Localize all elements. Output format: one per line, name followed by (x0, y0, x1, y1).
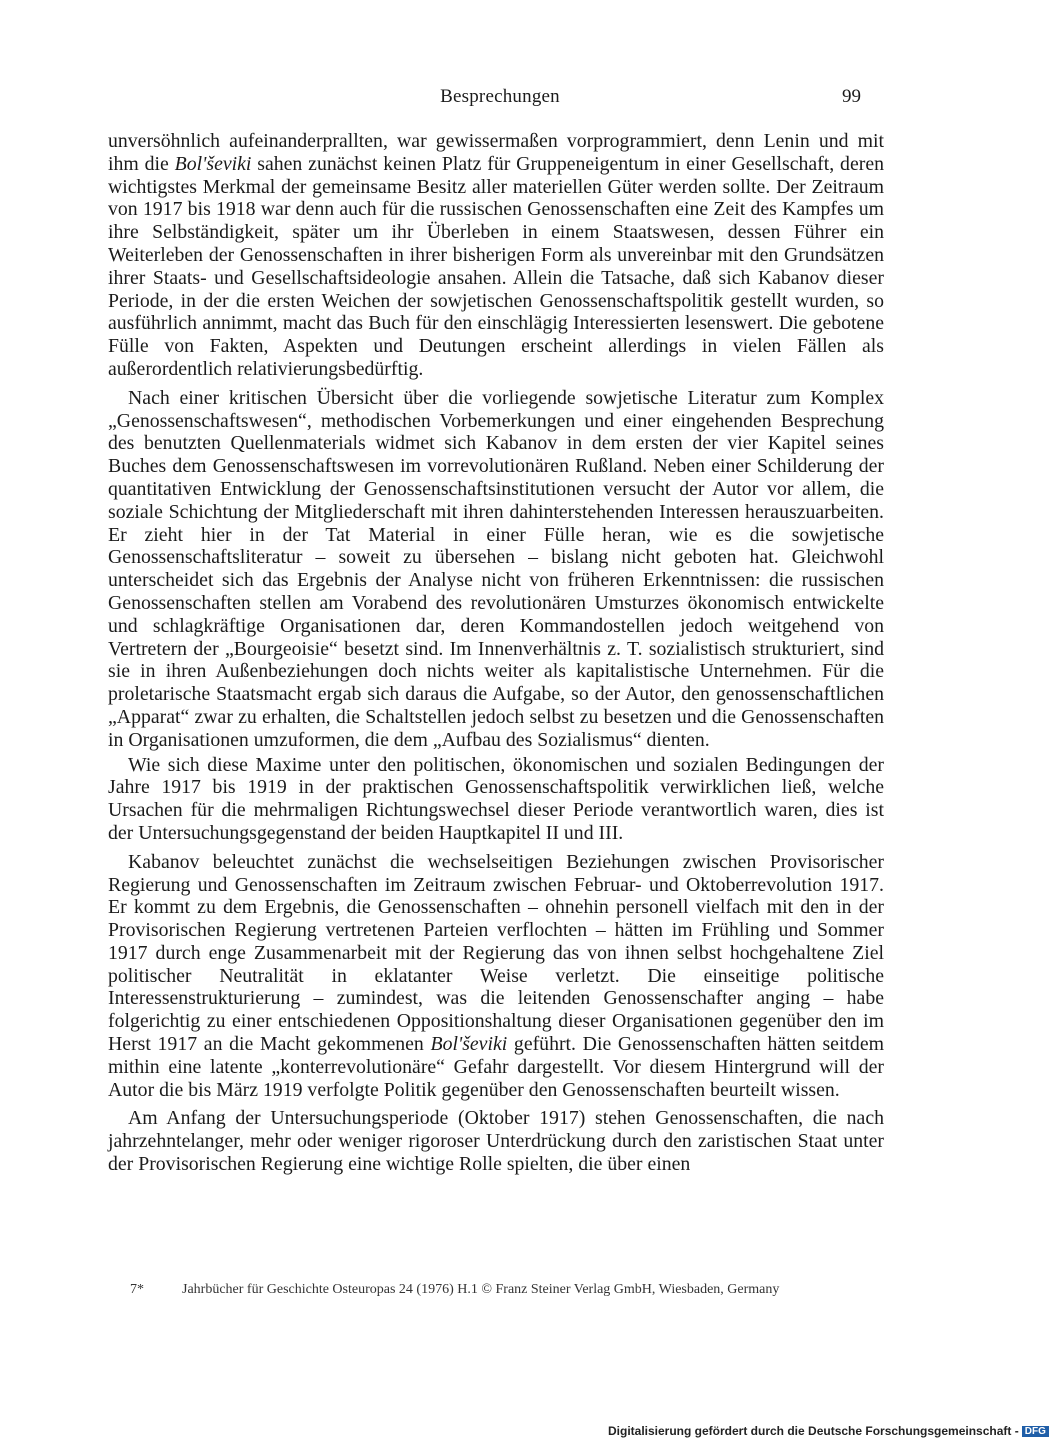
funding-note (608, 1424, 1049, 1438)
text-run: Nach einer kritischen Übersicht über die vorliegende sowjetische Literatur zum Komplex „Genossenschaftswesen“, methodischen Vorbemerkungen und einer eingehenden Besprechung des benutzten Quellenmaterials widmet sich Kabanov in dem ersten der vier Kapitel seines Buches dem Genossenschaftswesen im vorrevolutionären Rußland. Neben einer Schilderung der quantitativen Entwicklung der Genossenschaftsinstitutionen versucht der Autor vor allem, die soziale Schichtung der Mitgliederschaft mit ihren dahinterstehenden Interessen herauszuarbeiten. Er zieht hier in der Tat Material in einer Fülle heran, wie es die sowjetische Genossenschaftsliteratur – soweit zu übersehen – bislang nicht geboten hat. Gleichwohl unterscheidet sich das Ergebnis der Analyse nicht von früheren Erkenntnissen: die russischen Genossenschaften stellen am Vorabend des revolutionären Umsturzes ökonomisch entwickelte und schlagkräftige Organisationen dar, deren Kommandostellen jedoch weitgehend von Vertretern der „Bourgeoisie“ besetzt sind. Im Innenverhältnis z. T. sozialistisch strukturiert, sind sie in ihren Außenbeziehungen doch nichts weiter als kapitalistische Unternehmen. Für die proletarische Staatsmacht ergab sich daraus die Aufgabe, so der Autor, den genossenschaftlichen „Apparat“ zwar zu erhalten, die Schaltstellen jedoch selbst zu besetzen und die Genossenschaften in Organisationen umzuformen, die dem „Aufbau des Sozialismus“ dienten. (108, 386, 884, 751)
page-number: 99 (842, 86, 861, 107)
paragraph (108, 851, 884, 1102)
signature-mark: 7* (130, 1282, 144, 1297)
running-head: Besprechungen (440, 86, 560, 107)
paragraph (108, 387, 884, 752)
citation-text: Jahrbücher für Geschichte Osteuropas 24 (1976) H.1 © Franz Steiner Verlag GmbH, Wiesbaden, Germany (182, 1282, 780, 1297)
paragraph (108, 130, 884, 381)
paragraph (108, 754, 884, 845)
paragraph (108, 1107, 884, 1175)
text-run: Kabanov beleuchtet zunächst die wechselseitigen Beziehungen zwischen Provisorischer Regierung und Genossenschaften im Zeitraum zwischen Februar- und Oktoberrevolution 1917. Er kommt zu dem Ergebnis, die Genossenschaften – ohnehin personell vielfach mit den in der Provisorischen Regierung vertretenen Parteien verflochten – hätten im Frühling und Sommer 1917 durch enge Zusammenarbeit mit der Regierung das von ihnen selbst hochgehaltene Ziel politischer Neutralität in eklatanter Weise verletzt. Die einseitige politische Interessenstrukturierung – zumindest, was die leitenden Genossenschafter anging – habe folgerichtig zu einer entschiedenen Oppositionshaltung dieser Organisationen gegenüber den im Herst 1917 an die Macht gekommenen (108, 850, 884, 1056)
footer-citation (130, 1282, 779, 1298)
italic-term: Bol'ševiki (174, 152, 252, 175)
text-run: Am Anfang der Untersuchungsperiode (Oktober 1917) stehen Genossenschaften, die nach jahrzehntelanger, mehr oder weniger rigoroser Unterdrückung durch den zaristischen Staat unter der Provisorischen Regierung eine wichtige Rolle spielten, die über einen (108, 1107, 884, 1176)
article-body (108, 130, 884, 1182)
text-run: sahen zunächst keinen Platz für Gruppeneigentum in einer Gesellschaft, deren wichtigstes Merkmal der gemeinsame Besitz aller materiellen Güter werden sollte. Der Zeitraum von 1917 bis 1918 war denn auch für die russischen Genossenschaften eine Zeit des Kampfes um ihre Selbständigkeit, später um ihr Überleben in einem Staatswesen, dessen Führer ein Weiterleben der Genossenschaften in ihrer bisherigen Form als unvereinbar mit den Grundsätzen ihrer Staats- und Gesellschaftsideologie ansahen. Allein die Tatsache, daß sich Kabanov dieser Periode, in der die ersten Weichen der sowjetischen Genossenschaftspolitik gestellt wurden, so ausführlich annimmt, macht das Buch für den einschlägig Interessierten lesenswert. Die gebotene Fülle von Fakten, Aspekten und Deutungen erscheint allerdings in vielen Fällen als außerordentlich relativierungsbedürftig. (108, 152, 884, 380)
text-run: unversöhnlich aufeinanderprallten, war gewissermaßen vorprogrammiert, denn Lenin und mit ihm die (108, 130, 884, 175)
text-run: Wie sich diese Maxime unter den politischen, ökonomischen und sozialen Bedingungen der Jahre 1917 bis 1919 in der praktischen Genossenschaftspolitik verwirklichen ließ, welche Ursachen für die mehrmaligen Richtungswechsel dieser Periode verantwortlich waren, dies ist der Untersuchungsgegenstand der beiden Hauptkapitel II und III. (108, 753, 884, 844)
funding-text: Digitalisierung gefördert durch die Deutsche Forschungsgemeinschaft - (608, 1424, 1019, 1438)
text-run: geführt. Die Genossenschaften hätten seitdem mithin eine latente „konterrevolutionäre“ Gefahr dargestellt. Vor diesem Hintergrund will der Autor die bis März 1919 verfolgte Politik gegenüber den Genossenschaften beurteilt wissen. (108, 1033, 884, 1101)
dfg-logo: DFG (1022, 1426, 1049, 1437)
italic-term: Bol'ševiki (430, 1033, 508, 1056)
